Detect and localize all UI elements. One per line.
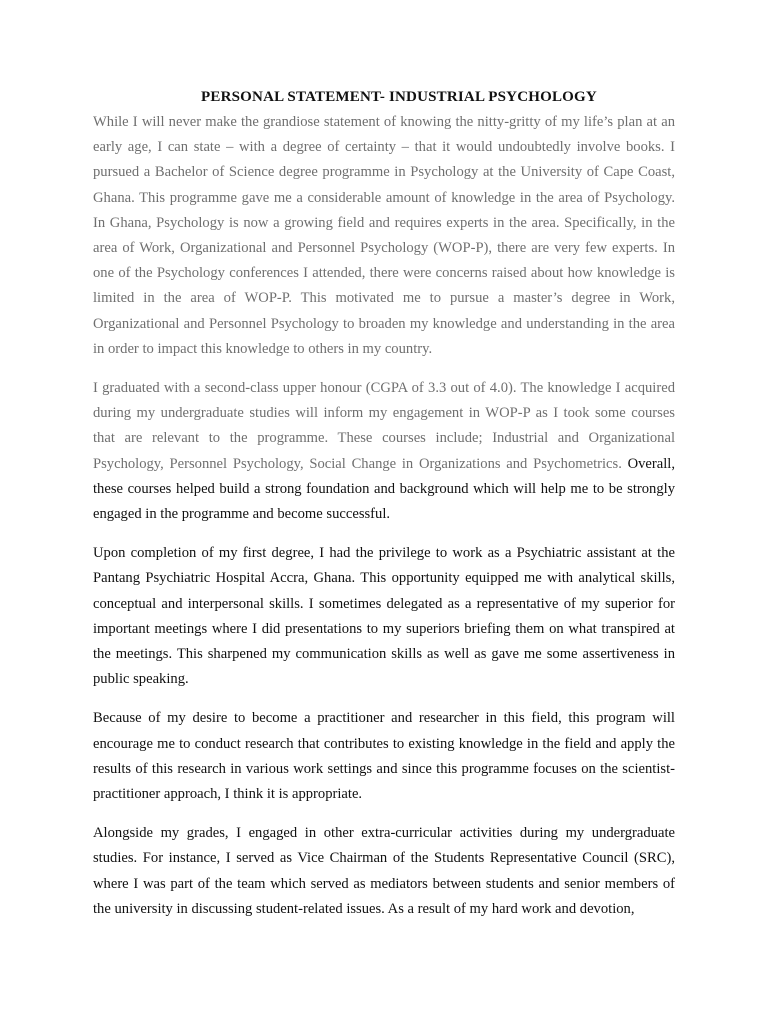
paragraph-2-text: Overall, these courses helped build a strong foundation and background which will help me to be strongly engaged in the programme and become successful. <box>93 455 675 523</box>
paragraph-2-faded-text: I graduated with a second-class upper honour (CGPA of 3.3 out of 4.0). The knowledge I acquired during my undergraduate studies will inform my engagement in WOP-P as I took some courses that are relevant to the programme. These courses include; Industrial and Organizational Psychology, Personnel Psychology, Social Change in Organizations and Psychometrics. <box>93 380 675 472</box>
paragraph-3-text: Upon completion of my first degree, I had the privilege to work as a Psychiatric assistant at the Pantang Psychiatric Hospital Accra, Ghana. This opportunity equipped me with analytical skills, conceptual and interpersonal skills. I sometimes delegated as a representative of my superior for important meetings where I did presentations to my superiors briefing them on what transpired at the meetings. This sharpened my communication skills as well as gave me some assertiveness in public speaking. <box>93 545 675 688</box>
document-body <box>93 86 675 936</box>
paragraph-4-text: Because of my desire to become a practitioner and researcher in this field, this program will encourage me to conduct research that contributes to existing knowledge in the field and apply the results of this research in various work settings and since this programme focuses on the scientist-practitioner approach, I think it is appropriate. <box>93 710 675 803</box>
paragraph-4 <box>93 706 675 807</box>
paragraph-1-faded-text: While I will never make the grandiose statement of knowing the nitty-gritty of my life’s plan at an early age, I can state – with a degree of certainty – that it would undoubtedly involve books. I pursued a Bachelor of Science degree programme in Psychology at the University of Cape Coast, Ghana. This programme gave me a considerable amount of knowledge in the area of Psychology. In Ghana, Psychology is now a growing field and requires experts in the area. Specifically, in the area of Work, Organizational and Personnel Psychology (WOP-P), there are very few experts. In one of the Psychology conferences I attended, there were concerns raised about how knowledge is limited in the area of WOP-P. This motivated me to pursue a master’s degree in Work, Organizational and Personnel Psychology to broaden my knowledge and understanding in the area in order to impact this knowledge to others in my country. <box>93 114 675 357</box>
paragraph-5-text: Alongside my grades, I engaged in other extra-curricular activities during my undergraduate studies. For instance, I served as Vice Chairman of the Students Representative Council (SRC), where I was part of the team which served as mediators between students and senior members of the university in discussing student-related issues. As a result of my hard work and devotion, <box>93 825 675 917</box>
document-title: PERSONAL STATEMENT- INDUSTRIAL PSYCHOLOGY <box>201 89 597 105</box>
paragraph-2 <box>93 376 675 527</box>
paragraph-1 <box>93 110 675 362</box>
paragraph-5 <box>93 821 675 922</box>
paragraph-3 <box>93 541 675 692</box>
